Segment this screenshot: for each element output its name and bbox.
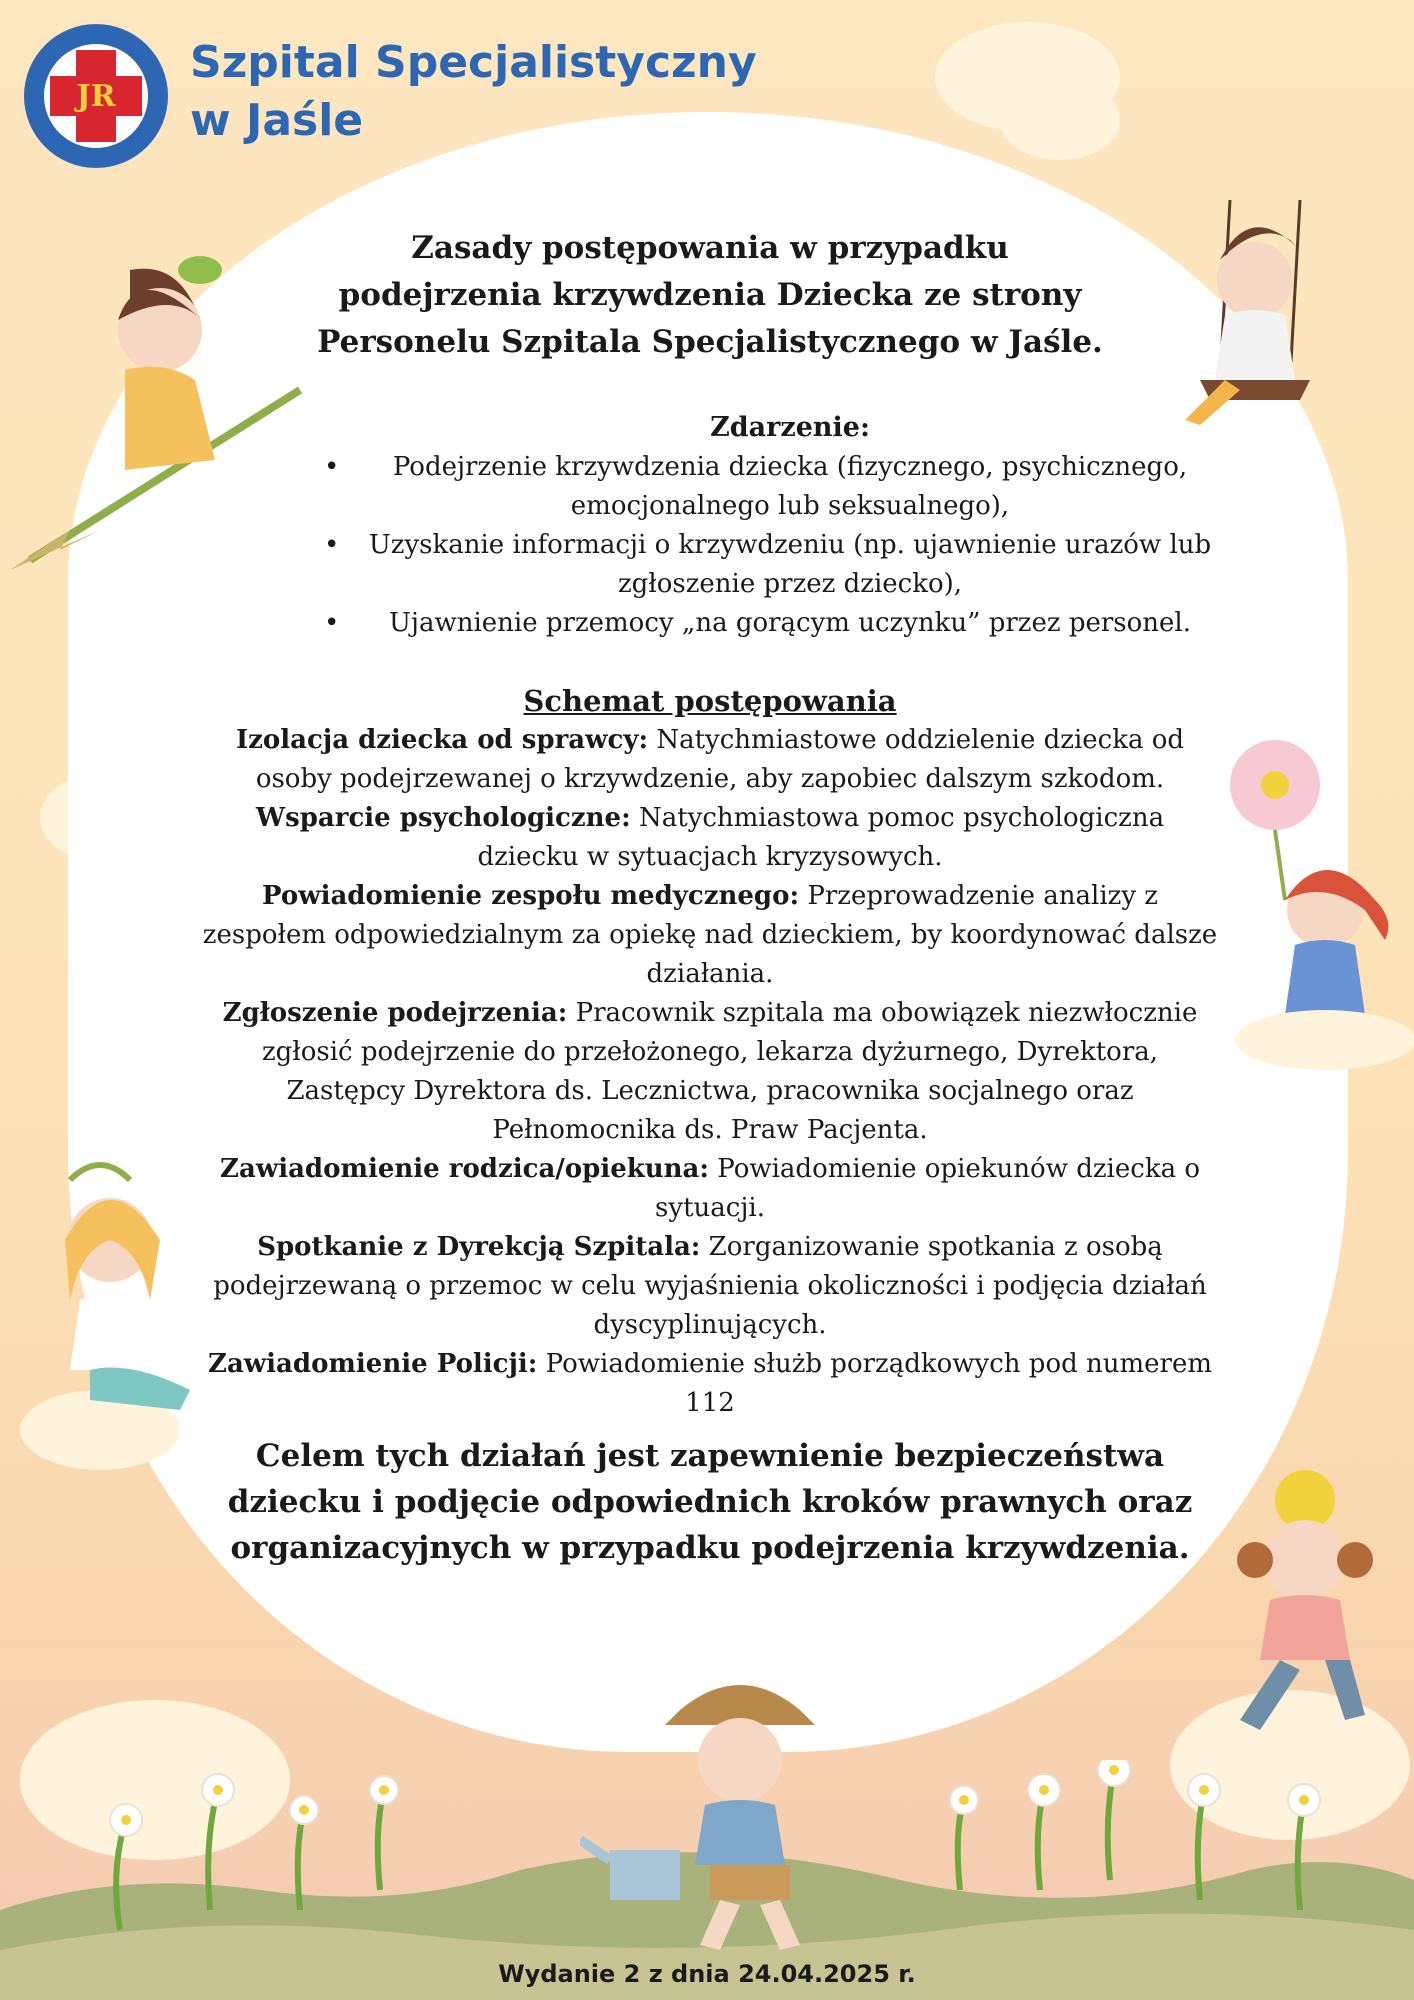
step-label: Spotkanie z Dyrekcją Szpitala:	[257, 1232, 701, 1262]
edition-footer: Wydanie 2 z dnia 24.04.2025 r.	[498, 1960, 916, 1988]
procedure-content	[170, 225, 1250, 1571]
step-text: Natychmiastowa pomoc psychologiczna dziecku w sytuacjach kryzysowych.	[477, 803, 1165, 872]
step-label: Zawiadomienie Policji:	[207, 1349, 538, 1379]
step-label: Izolacja dziecka od sprawcy:	[235, 725, 649, 755]
hospital-name	[190, 34, 757, 150]
step-label: Zawiadomienie rodzica/opiekuna:	[220, 1154, 709, 1184]
document-title	[170, 225, 1250, 366]
hospital-name-line2: w Jaśle	[190, 95, 364, 146]
title-line1: Zasady postępowania w przypadku	[411, 230, 1009, 266]
step-meeting-management	[170, 1228, 1250, 1345]
step-text: Powiadomienie opiekunów dziecka o sytuacji.	[655, 1154, 1200, 1223]
hospital-name-line1: Szpital Specjalistyczny	[190, 37, 757, 88]
step-text: Przeprowadzenie analizy z zespołem odpowiedzialnym za opiekę nad dzieckiem, by koordynować dalsze działania.	[202, 881, 1218, 989]
event-heading: Zdarzenie:	[710, 412, 870, 443]
event-list	[170, 448, 1250, 643]
hospital-logo	[22, 22, 170, 170]
step-label: Wsparcie psychologiczne:	[255, 803, 631, 833]
step-text: Powiadomienie służb porządkowych pod numerem 112	[537, 1349, 1213, 1418]
title-line2: podejrzenia krzywdzenia Dziecka ze strony	[338, 277, 1082, 313]
step-text: Pracownik szpitala ma obowiązek niezwłocznie zgłosić podejrzenie do przełożonego, lekarza dyżurnego, Dyrektora, Zastępcy Dyrektora ds. Lecznictwa, pracownika socjalnego oraz Pełnomocnika ds. Praw Pacjenta.	[261, 998, 1198, 1145]
step-medical-team	[170, 877, 1250, 994]
step-label: Powiadomienie zespołu medycznego:	[262, 881, 800, 911]
svg-text:JR: JR	[76, 79, 116, 114]
step-notify-guardian	[170, 1150, 1250, 1228]
title-line3: Personelu Szpitala Specjalistycznego w Jaśle.	[317, 324, 1103, 360]
step-isolation	[170, 721, 1250, 799]
goal-statement: Celem tych działań jest zapewnienie bezpieczeństwa dziecku i podjęcie odpowiednich kroków prawnych oraz organizacyjnych w przypadku podejrzenia krzywdzenia.	[227, 1438, 1193, 1566]
step-text: Natychmiastowe oddzielenie dziecka od osoby podejrzewanej o krzywdzenie, aby zapobiec dalszym szkodom.	[255, 725, 1185, 794]
schema-heading: Schemat postępowania	[523, 684, 897, 718]
event-item: • Podejrzenie krzywdzenia dziecka (fizycznego, psychicznego, emocjonalnego lub seksualnego),	[330, 448, 1250, 526]
step-notify-police	[170, 1345, 1250, 1423]
step-psychological-support	[170, 799, 1250, 877]
event-item: • Uzyskanie informacji o krzywdzeniu (np. ujawnienie urazów lub zgłoszenie przez dziecko),	[330, 526, 1250, 604]
step-label: Zgłoszenie podejrzenia:	[222, 998, 568, 1028]
cloud-decoration	[1000, 80, 1120, 160]
event-item: • Ujawnienie przemocy „na gorącym uczynku” przez personel.	[330, 604, 1250, 643]
boy-with-watering-can-illustration	[580, 1670, 880, 1970]
step-text: Zorganizowanie spotkania z osobą podejrzewaną o przemoc w celu wyjaśnienia okoliczności i podjęcia działań dyscyplinujących.	[213, 1232, 1207, 1340]
step-report-suspicion	[170, 994, 1250, 1150]
